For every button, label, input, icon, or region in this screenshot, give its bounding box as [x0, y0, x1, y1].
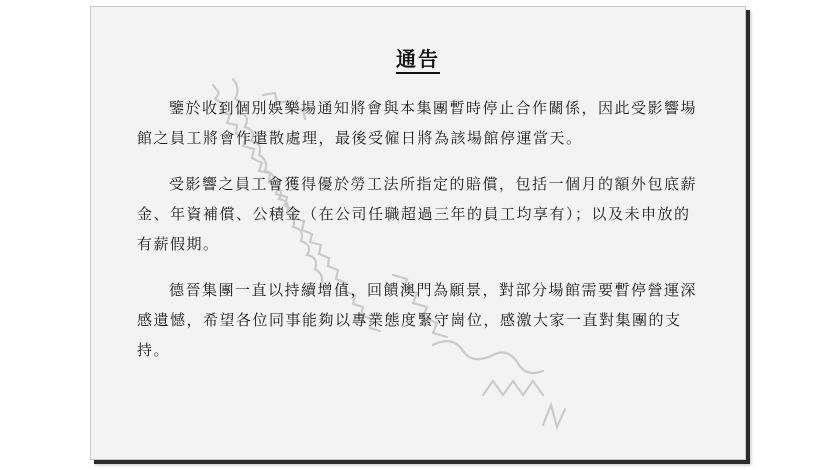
notice-body	[137, 93, 703, 381]
notice-paragraph-3: 德晉集團一直以持續增值，回饋澳門為願景，對部分場館需要暫停營運深感遺憾，希望各位同事能夠以專業態度緊守崗位，感激大家一直對集團的支持。	[137, 281, 698, 359]
notice-paragraph-1: 鑒於收到個別娛樂場通知將會與本集團暫時停止合作關係，因此受影響場館之員工將會作遣散處理，最後受僱日將為該場館停運當天。	[137, 99, 698, 147]
notice-paragraph-2: 受影響之員工會獲得優於勞工法所指定的賠償，包括一個月的額外包底薪金、年資補償、公積金（在公司任職超過三年的員工均享有）；以及未申放的有薪假期。	[137, 175, 698, 253]
notice-title-wrap	[91, 43, 745, 72]
notice-document	[90, 6, 746, 460]
notice-title: 通告	[396, 47, 440, 74]
